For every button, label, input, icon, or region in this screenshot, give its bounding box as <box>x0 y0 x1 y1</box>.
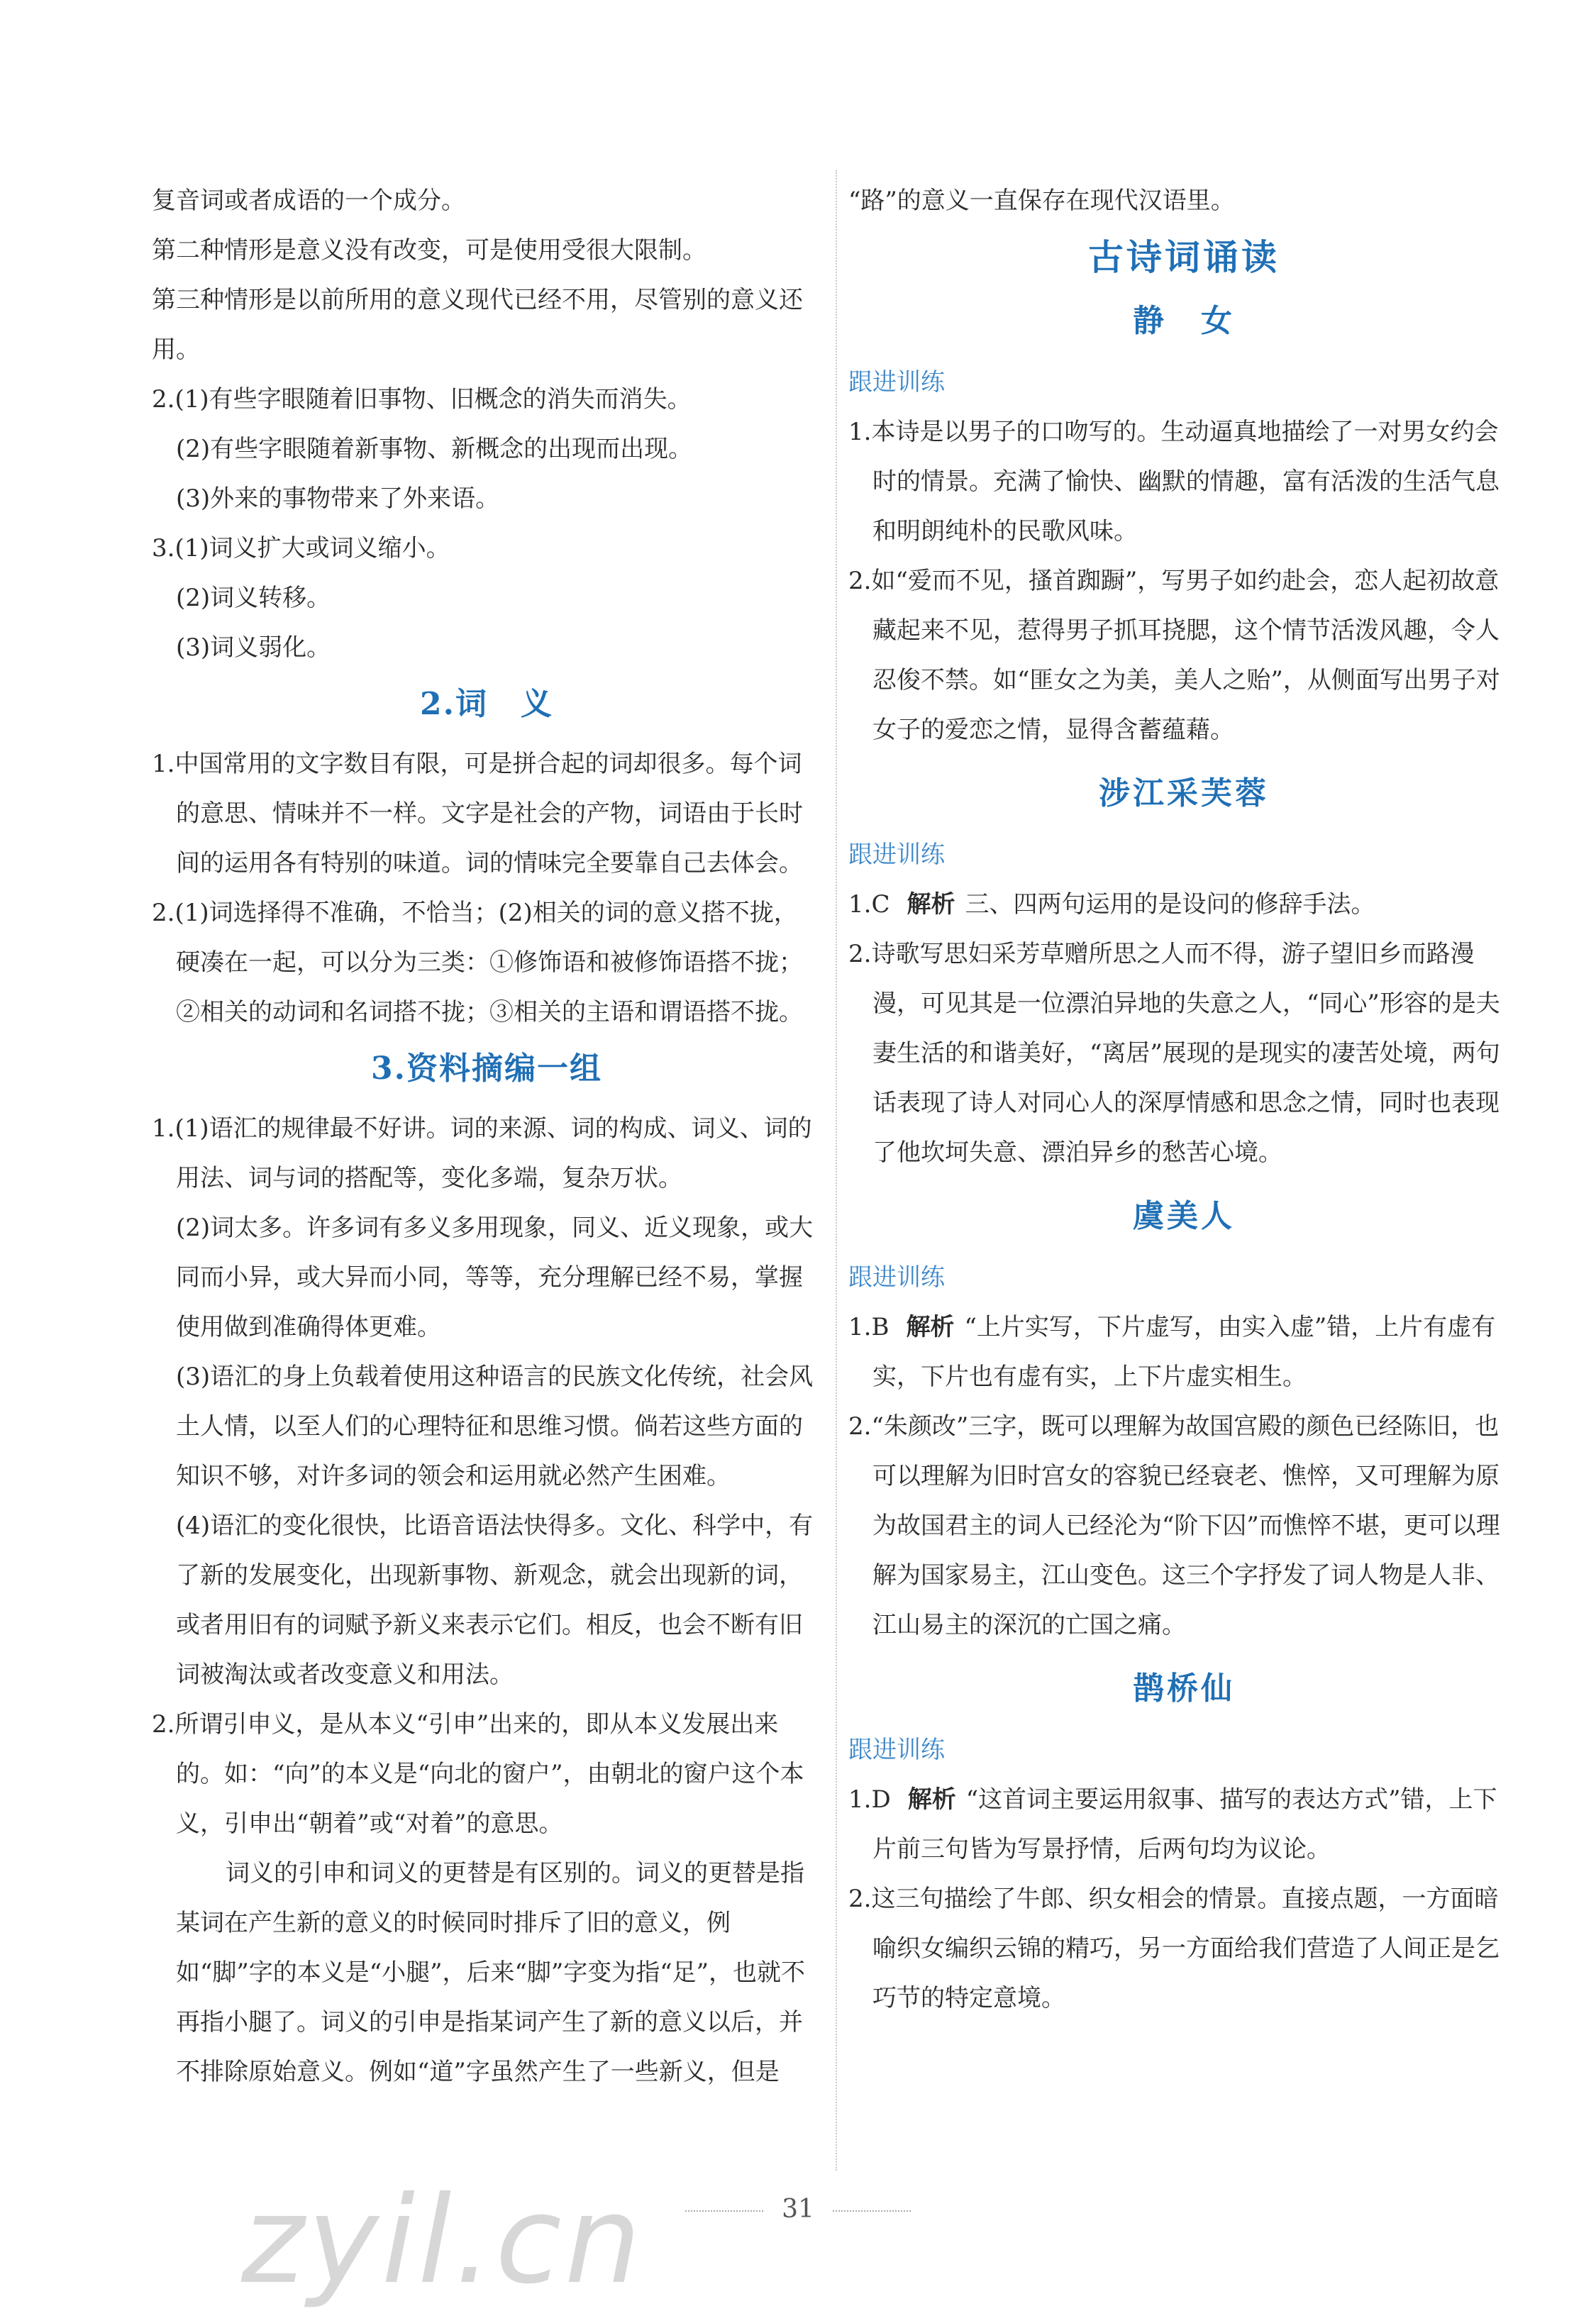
poem-title-jingnv: 静 女 <box>1133 303 1235 339</box>
paragraph: 词义的引申和词义的更替是有区别的。词义的更替是指某词在产生新的意义的时候同时排斥了旧的意义，例如“脚”字的本义是“小腿”，后来“脚”字变为指“足”，也就不再指小腿了。词义的引申是指某词产生了新的意义以后，并不排除原始意义。例如“道”字虽然产生了一些新义，但是 <box>176 1859 806 2086</box>
list-item: (4)语汇的变化很快，比语音语法快得多。文化、科学中，有了新的发展变化，出现新事物、新观念，就会出现新的词，或者用旧有的词赋予新义来表示它们。相反，也会不断有旧词被淘汰或者改变意义和用法。 <box>176 1512 814 1689</box>
analysis-text: “这首词主要运用叙事、描写的表达方式”错，上下片前三句皆为写景抒情，后两句均为议论。 <box>872 1785 1497 1863</box>
poem-title-queqiaoxian: 鹊桥仙 <box>1133 1670 1235 1707</box>
practice-tag: 跟进训练 <box>848 1736 945 1764</box>
practice-tag: 跟进训练 <box>848 368 945 397</box>
footer-dots-right <box>833 2210 911 2212</box>
list-item: (3)语汇的身上负载着使用这种语言的民族文化传统，社会风土人情，以至人们的心理特征和思维习惯。倘若这些方面的知识不够，对许多词的领会和运用就必然产生困难。 <box>176 1363 814 1490</box>
text-line: “路”的意义一直保存在现代汉语里。 <box>848 187 1235 215</box>
list-item: (3)外来的事物带来了外来语。 <box>176 484 500 513</box>
answer-item <box>848 880 1519 929</box>
answer-choice: 1.C <box>848 890 890 919</box>
section-title-ciyi: 2.词 义 <box>420 686 553 722</box>
list-item: 1.本诗是以男子的口吻写的。生动逼真地描绘了一对男女约会时的情景。充满了愉快、幽默的情趣，富有活泼的生活气息和明朗纯朴的民歌风味。 <box>848 418 1500 545</box>
answer-item <box>848 1775 1519 1874</box>
poem-title-yumeiren: 虞美人 <box>1133 1198 1235 1234</box>
section-title-ziliao: 3.资料摘编一组 <box>371 1051 602 1087</box>
list-item: 2.(1)词选择得不准确，不恰当；(2)相关的词的意义搭不拢，硬凑在一起，可以分为三类：①修饰语和被修饰语搭不拢；②相关的动词和名词搭不拢；③相关的主语和谓语搭不拢。 <box>152 899 803 1026</box>
list-item: 2.如“爱而不见，搔首踟蹰”，写男子如约赴会，恋人起初故意藏起来不见，惹得男子抓耳挠腮，这个情节活泼风趣，令人忍俊不禁。如“匪女之为美，美人之贻”，从侧面写出男子对女子的爱恋之情，显得含蓄蕴藉。 <box>848 567 1500 744</box>
list-item: 2.“朱颜改”三字，既可以理解为故国宫殿的颜色已经陈旧，也可以理解为旧时宫女的容貌已经衰老、憔悴，又可理解为原为故国君主的词人已经沦为“阶下囚”而憔悴不堪，更可以理解为国家易主，江山变色。这三个字抒发了词人物是人非、江山易主的深沉的亡国之痛。 <box>848 1412 1500 1639</box>
page-number: 31 <box>782 2195 814 2224</box>
answer-choice: 1.D <box>848 1785 891 1814</box>
analysis-label: 解析 <box>907 1785 956 1814</box>
list-item: (2)词义转移。 <box>176 584 331 612</box>
list-item: 2.这三句描绘了牛郎、织女相会的情景。直接点题，一方面暗喻织女编织云锦的精巧，另一方面给我们营造了人间正是乞巧节的特定意境。 <box>848 1885 1500 2012</box>
answer-choice: 1.B <box>848 1313 890 1341</box>
list-item: 3.(1)词义扩大或词义缩小。 <box>152 534 450 562</box>
list-item: (3)词义弱化。 <box>176 633 331 662</box>
poem-title-shejiang: 涉江采芙蓉 <box>1099 775 1269 811</box>
analysis-label: 解析 <box>906 1313 955 1341</box>
list-item: 1.(1)语汇的规律最不好讲。词的来源、词的构成、词义、词的用法、词与词的搭配等，变化多端，复杂万状。 <box>152 1114 812 1192</box>
practice-tag: 跟进训练 <box>848 1263 945 1292</box>
page-footer <box>0 2195 1596 2224</box>
list-item: 2.所谓引申义，是从本义“引申”出来的，即从本义发展出来的。如：“向”的本义是“向北的窗户”，由朝北的窗户这个本义，引申出“朝着”或“对着”的意思。 <box>152 1710 804 1838</box>
practice-tag: 跟进训练 <box>848 841 945 869</box>
answer-item <box>848 1302 1519 1402</box>
right-column <box>848 176 1519 2023</box>
footer-dots-left <box>685 2210 763 2212</box>
list-item: (2)词太多。许多词有多义多用现象，同义、近义现象，或大同而小异，或大异而小同，等等，充分理解已经不易，掌握使用做到准确得体更难。 <box>176 1214 814 1341</box>
analysis-label: 解析 <box>907 890 955 919</box>
column-divider <box>836 170 837 2171</box>
text-line: 复音词或者成语的一个成分。 <box>152 187 465 215</box>
analysis-text: “上片实写，下片虚写，由实入虚”错，上片有虚有实，下片也有虚有实，上下片虚实相生。 <box>872 1313 1496 1391</box>
list-item: 2.诗歌写思妇采芳草赠所思之人而不得，游子望旧乡而路漫漫，可见其是一位漂泊异地的失意之人，“同心”形容的是夫妻生活的和谐美好，“离居”展现的是现实的凄苦处境，两句话表现了诗人对同心人的深厚情感和思念之情，同时也表现了他坎坷失意、漂泊异乡的愁苦心境。 <box>848 940 1500 1167</box>
list-item: (2)有些字眼随着新事物、新概念的出现而出现。 <box>176 435 693 463</box>
list-item: 1.中国常用的文字数目有限，可是拼合起的词却很多。每个词的意思、情味并不一样。文字是社会的产物，词语由于长时间的运用各有特别的味道。词的情味完全要靠自己去体会。 <box>152 750 803 877</box>
list-item: 2.(1)有些字眼随着旧事物、旧概念的消失而消失。 <box>152 385 692 414</box>
analysis-text: 三、四两句运用的是设问的修辞手法。 <box>965 890 1375 919</box>
text-line: 第三种情形是以前所用的意义现代已经不用，尽管别的意义还用。 <box>152 286 803 364</box>
section-title-gushici: 古诗词诵读 <box>1088 236 1280 278</box>
watermark-logo: zyil.cn <box>241 2171 644 2311</box>
left-column <box>152 176 821 2097</box>
text-line: 第二种情形是意义没有改变，可是使用受很大限制。 <box>152 236 706 265</box>
